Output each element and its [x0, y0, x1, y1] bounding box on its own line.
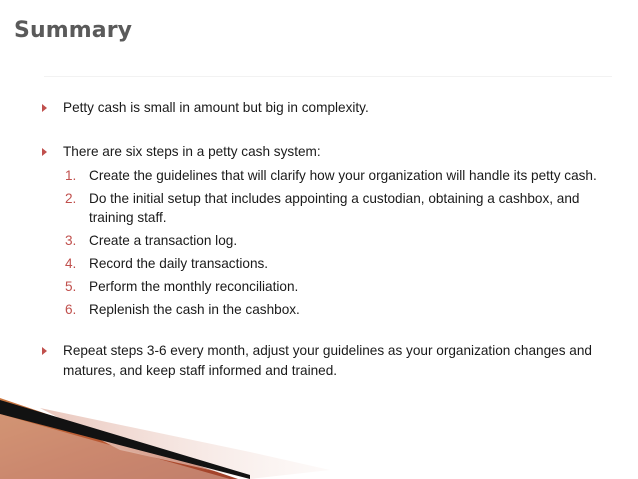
bullet-arrow-icon: [42, 148, 47, 156]
step-text: Create the guidelines that will clarify how your organization will handle its petty cash.: [89, 168, 597, 183]
step-item: [65, 254, 615, 273]
slide-title: Summary: [14, 18, 133, 43]
step-text: Perform the monthly reconciliation.: [89, 279, 299, 294]
title-divider: [44, 76, 612, 77]
corner-wedge: [0, 398, 238, 479]
bullet-text: Petty cash is small in amount but big in complexity.: [63, 100, 369, 115]
step-number: 4.: [65, 256, 77, 271]
bullet-item: [40, 142, 615, 162]
slide-content: [40, 98, 615, 381]
bullet-item: [40, 341, 615, 381]
step-text: Do the initial setup that includes appointing a custodian, obtaining a cashbox, and training staff.: [89, 191, 580, 225]
corner-stripe-light: [0, 414, 230, 479]
step-item: [65, 277, 615, 296]
step-number: 5.: [65, 279, 77, 294]
steps-list: [40, 166, 615, 319]
step-item: [65, 231, 615, 250]
step-number: 2.: [65, 191, 77, 206]
bullet-item: [40, 98, 615, 118]
corner-wash: [40, 408, 330, 479]
bullet-text: Repeat steps 3-6 every month, adjust your guidelines as your organization changes and matures, and keep staff informed and trained.: [63, 343, 592, 378]
step-number: 3.: [65, 233, 77, 248]
step-text: Record the daily transactions.: [89, 256, 269, 271]
step-item: [65, 166, 615, 185]
step-item: [65, 300, 615, 319]
step-item: [65, 189, 615, 227]
bullet-arrow-icon: [42, 347, 47, 355]
step-number: 1.: [65, 168, 77, 183]
step-number: 6.: [65, 302, 77, 317]
bullet-text: There are six steps in a petty cash system:: [63, 144, 321, 159]
corner-stripe-dark: [0, 400, 250, 479]
step-text: Replenish the cash in the cashbox.: [89, 302, 300, 317]
step-text: Create a transaction log.: [89, 233, 238, 248]
bullet-arrow-icon: [42, 104, 47, 112]
